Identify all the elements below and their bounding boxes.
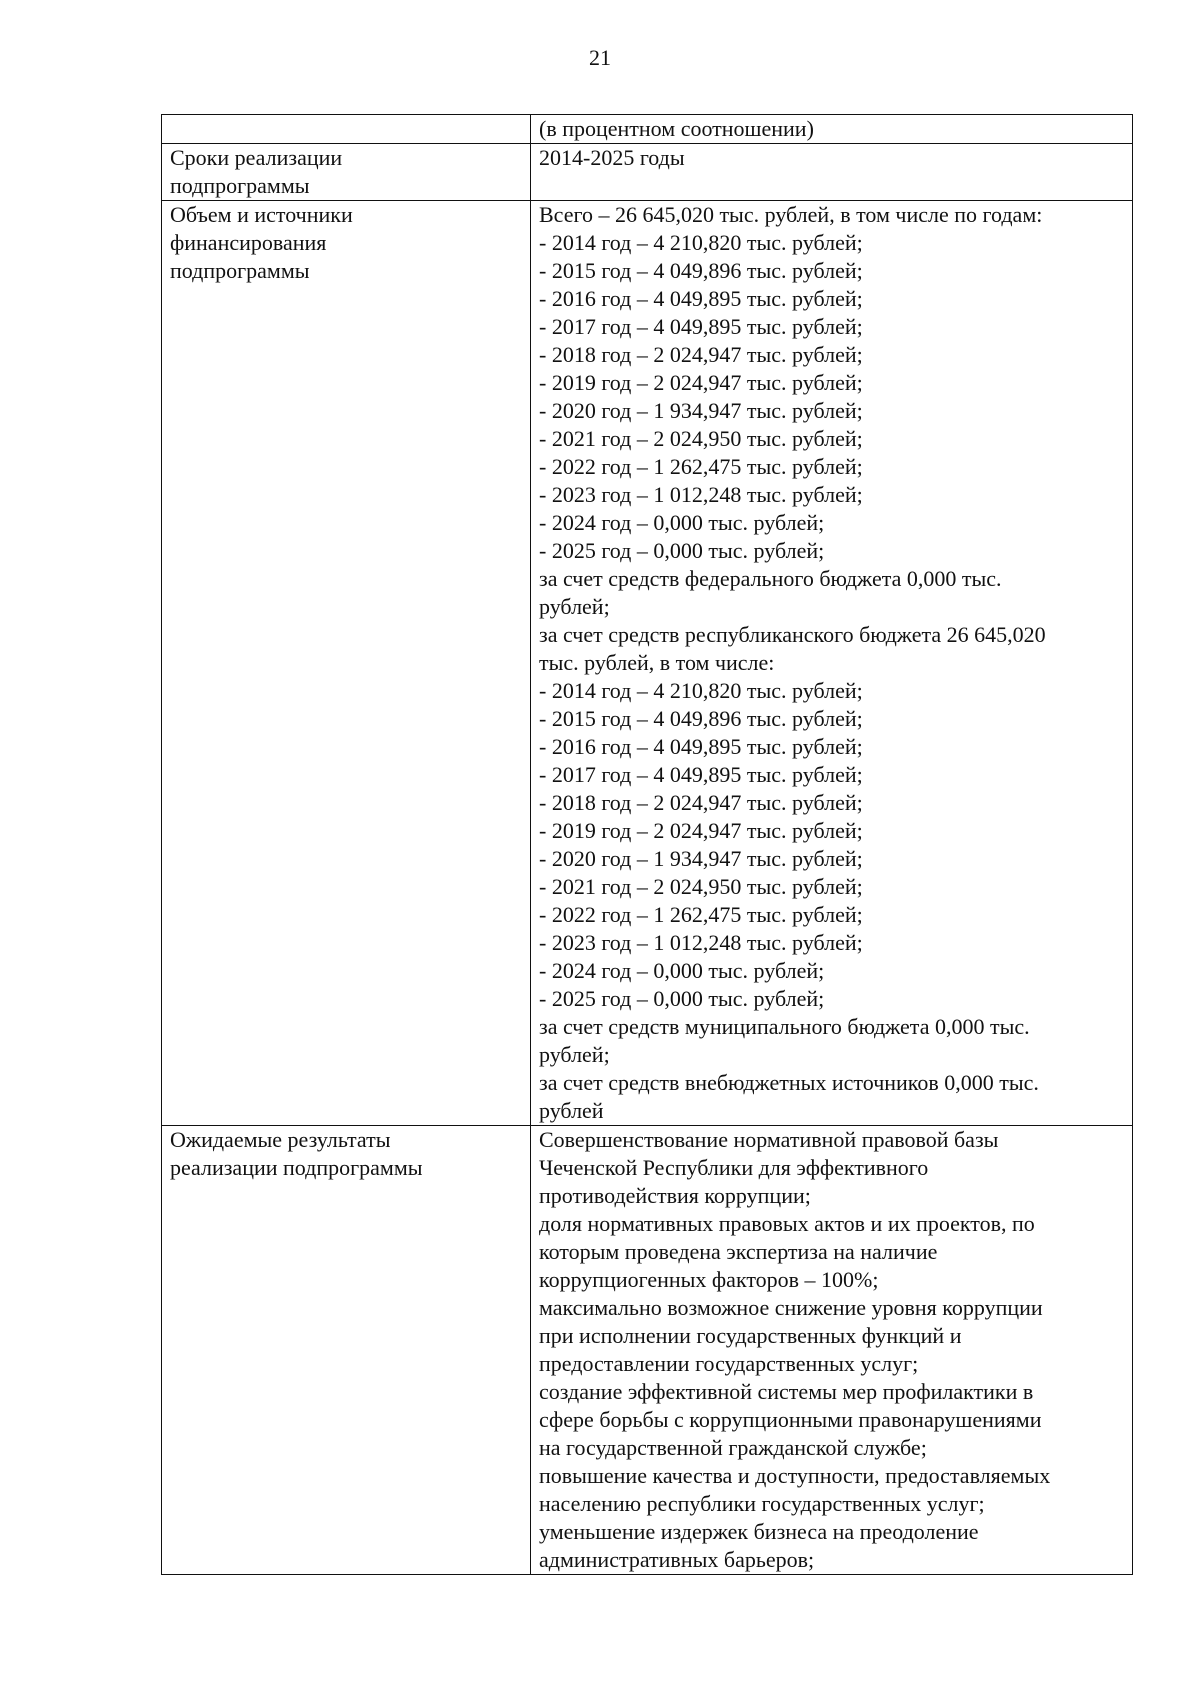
row-label-cell bbox=[162, 144, 531, 201]
row-value-line: - 2018 год – 2 024,947 тыс. рублей; bbox=[539, 790, 863, 815]
row-value-line: на государственной гражданской службе; bbox=[539, 1435, 927, 1460]
row-value-line: - 2019 год – 2 024,947 тыс. рублей; bbox=[539, 818, 863, 843]
row-value-line: - 2025 год – 0,000 тыс. рублей; bbox=[539, 538, 825, 563]
row-value-line: при исполнении государственных функций и bbox=[539, 1323, 962, 1348]
row-label-line: реализации подпрограммы bbox=[170, 1155, 423, 1180]
row-value-line: противодействия коррупции; bbox=[539, 1183, 811, 1208]
row-value-line: которым проведена экспертиза на наличие bbox=[539, 1239, 938, 1264]
row-value-line: 2014-2025 годы bbox=[539, 145, 685, 170]
row-value-line: создание эффективной системы мер профилактики в bbox=[539, 1379, 1034, 1404]
row-value-line: сфере борьбы с коррупционными правонарушениями bbox=[539, 1407, 1042, 1432]
row-value-line: за счет средств внебюджетных источников 0,000 тыс. bbox=[539, 1070, 1039, 1095]
row-value-line: Совершенствование нормативной правовой базы bbox=[539, 1127, 999, 1152]
row-label-line: Ожидаемые результаты bbox=[170, 1127, 391, 1152]
subprogram-passport-table bbox=[161, 114, 1133, 1575]
row-value-line: - 2017 год – 4 049,895 тыс. рублей; bbox=[539, 762, 863, 787]
row-value-line: - 2025 год – 0,000 тыс. рублей; bbox=[539, 986, 825, 1011]
row-value-line: - 2024 год – 0,000 тыс. рублей; bbox=[539, 510, 825, 535]
row-label-line: Сроки реализации bbox=[170, 145, 343, 170]
page-number: 21 bbox=[589, 45, 611, 70]
row-value-line: - 2014 год – 4 210,820 тыс. рублей; bbox=[539, 230, 863, 255]
row-label-line: Объем и источники bbox=[170, 202, 353, 227]
row-value-line: административных барьеров; bbox=[539, 1547, 815, 1572]
row-value-line: - 2019 год – 2 024,947 тыс. рублей; bbox=[539, 370, 863, 395]
row-value-line: - 2014 год – 4 210,820 тыс. рублей; bbox=[539, 678, 863, 703]
row-value-line: - 2017 год – 4 049,895 тыс. рублей; bbox=[539, 314, 863, 339]
row-value-line: - 2021 год – 2 024,950 тыс. рублей; bbox=[539, 874, 863, 899]
row-value-line: - 2020 год – 1 934,947 тыс. рублей; bbox=[539, 846, 863, 871]
row-value-line: коррупциогенных факторов – 100%; bbox=[539, 1267, 879, 1292]
row-value-line: доля нормативных правовых актов и их проектов, по bbox=[539, 1211, 1035, 1236]
row-value-line: - 2023 год – 1 012,248 тыс. рублей; bbox=[539, 482, 863, 507]
row-value-line: максимально возможное снижение уровня коррупции bbox=[539, 1295, 1043, 1320]
row-label-cell bbox=[162, 1126, 531, 1575]
row-value-line: рублей; bbox=[539, 594, 610, 619]
table-row bbox=[162, 115, 1133, 144]
row-label-line: подпрограммы bbox=[170, 258, 310, 283]
row-value-line: рублей bbox=[539, 1098, 604, 1123]
row-value-line: за счет средств федерального бюджета 0,000 тыс. bbox=[539, 566, 1002, 591]
row-value-line: - 2016 год – 4 049,895 тыс. рублей; bbox=[539, 734, 863, 759]
table-row bbox=[162, 144, 1133, 201]
row-value-line: - 2015 год – 4 049,896 тыс. рублей; bbox=[539, 258, 863, 283]
row-value-line: уменьшение издержек бизнеса на преодоление bbox=[539, 1519, 979, 1544]
row-label-cell bbox=[162, 115, 531, 144]
row-value-line: - 2018 год – 2 024,947 тыс. рублей; bbox=[539, 342, 863, 367]
row-value-line: - 2020 год – 1 934,947 тыс. рублей; bbox=[539, 398, 863, 423]
row-value-cell bbox=[531, 201, 1133, 1126]
row-value-line: населению республики государственных услуг; bbox=[539, 1491, 985, 1516]
row-value-line: - 2023 год – 1 012,248 тыс. рублей; bbox=[539, 930, 863, 955]
row-value-line: - 2022 год – 1 262,475 тыс. рублей; bbox=[539, 454, 863, 479]
row-value-line: повышение качества и доступности, предоставляемых bbox=[539, 1463, 1051, 1488]
row-value-line: тыс. рублей, в том числе: bbox=[539, 650, 775, 675]
row-label-line: финансирования bbox=[170, 230, 327, 255]
row-value-cell bbox=[531, 1126, 1133, 1575]
row-value-line: Чеченской Республики для эффективного bbox=[539, 1155, 929, 1180]
row-value-line: - 2024 год – 0,000 тыс. рублей; bbox=[539, 958, 825, 983]
table-row bbox=[162, 201, 1133, 1126]
row-value-line: - 2021 год – 2 024,950 тыс. рублей; bbox=[539, 426, 863, 451]
row-value-line: Всего – 26 645,020 тыс. рублей, в том числе по годам: bbox=[539, 202, 1043, 227]
table-row bbox=[162, 1126, 1133, 1575]
row-value-cell bbox=[531, 115, 1133, 144]
row-value-cell bbox=[531, 144, 1133, 201]
row-value-line: за счет средств муниципального бюджета 0,000 тыс. bbox=[539, 1014, 1030, 1039]
row-value-line: - 2016 год – 4 049,895 тыс. рублей; bbox=[539, 286, 863, 311]
row-value-line: - 2015 год – 4 049,896 тыс. рублей; bbox=[539, 706, 863, 731]
row-value-line: (в процентном соотношении) bbox=[539, 116, 814, 141]
row-value-line: рублей; bbox=[539, 1042, 610, 1067]
row-label-line: подпрограммы bbox=[170, 173, 310, 198]
table-body bbox=[162, 115, 1133, 1575]
row-value-line: предоставлении государственных услуг; bbox=[539, 1351, 919, 1376]
row-value-line: - 2022 год – 1 262,475 тыс. рублей; bbox=[539, 902, 863, 927]
row-value-line: за счет средств республиканского бюджета 26 645,020 bbox=[539, 622, 1046, 647]
row-label-cell bbox=[162, 201, 531, 1126]
